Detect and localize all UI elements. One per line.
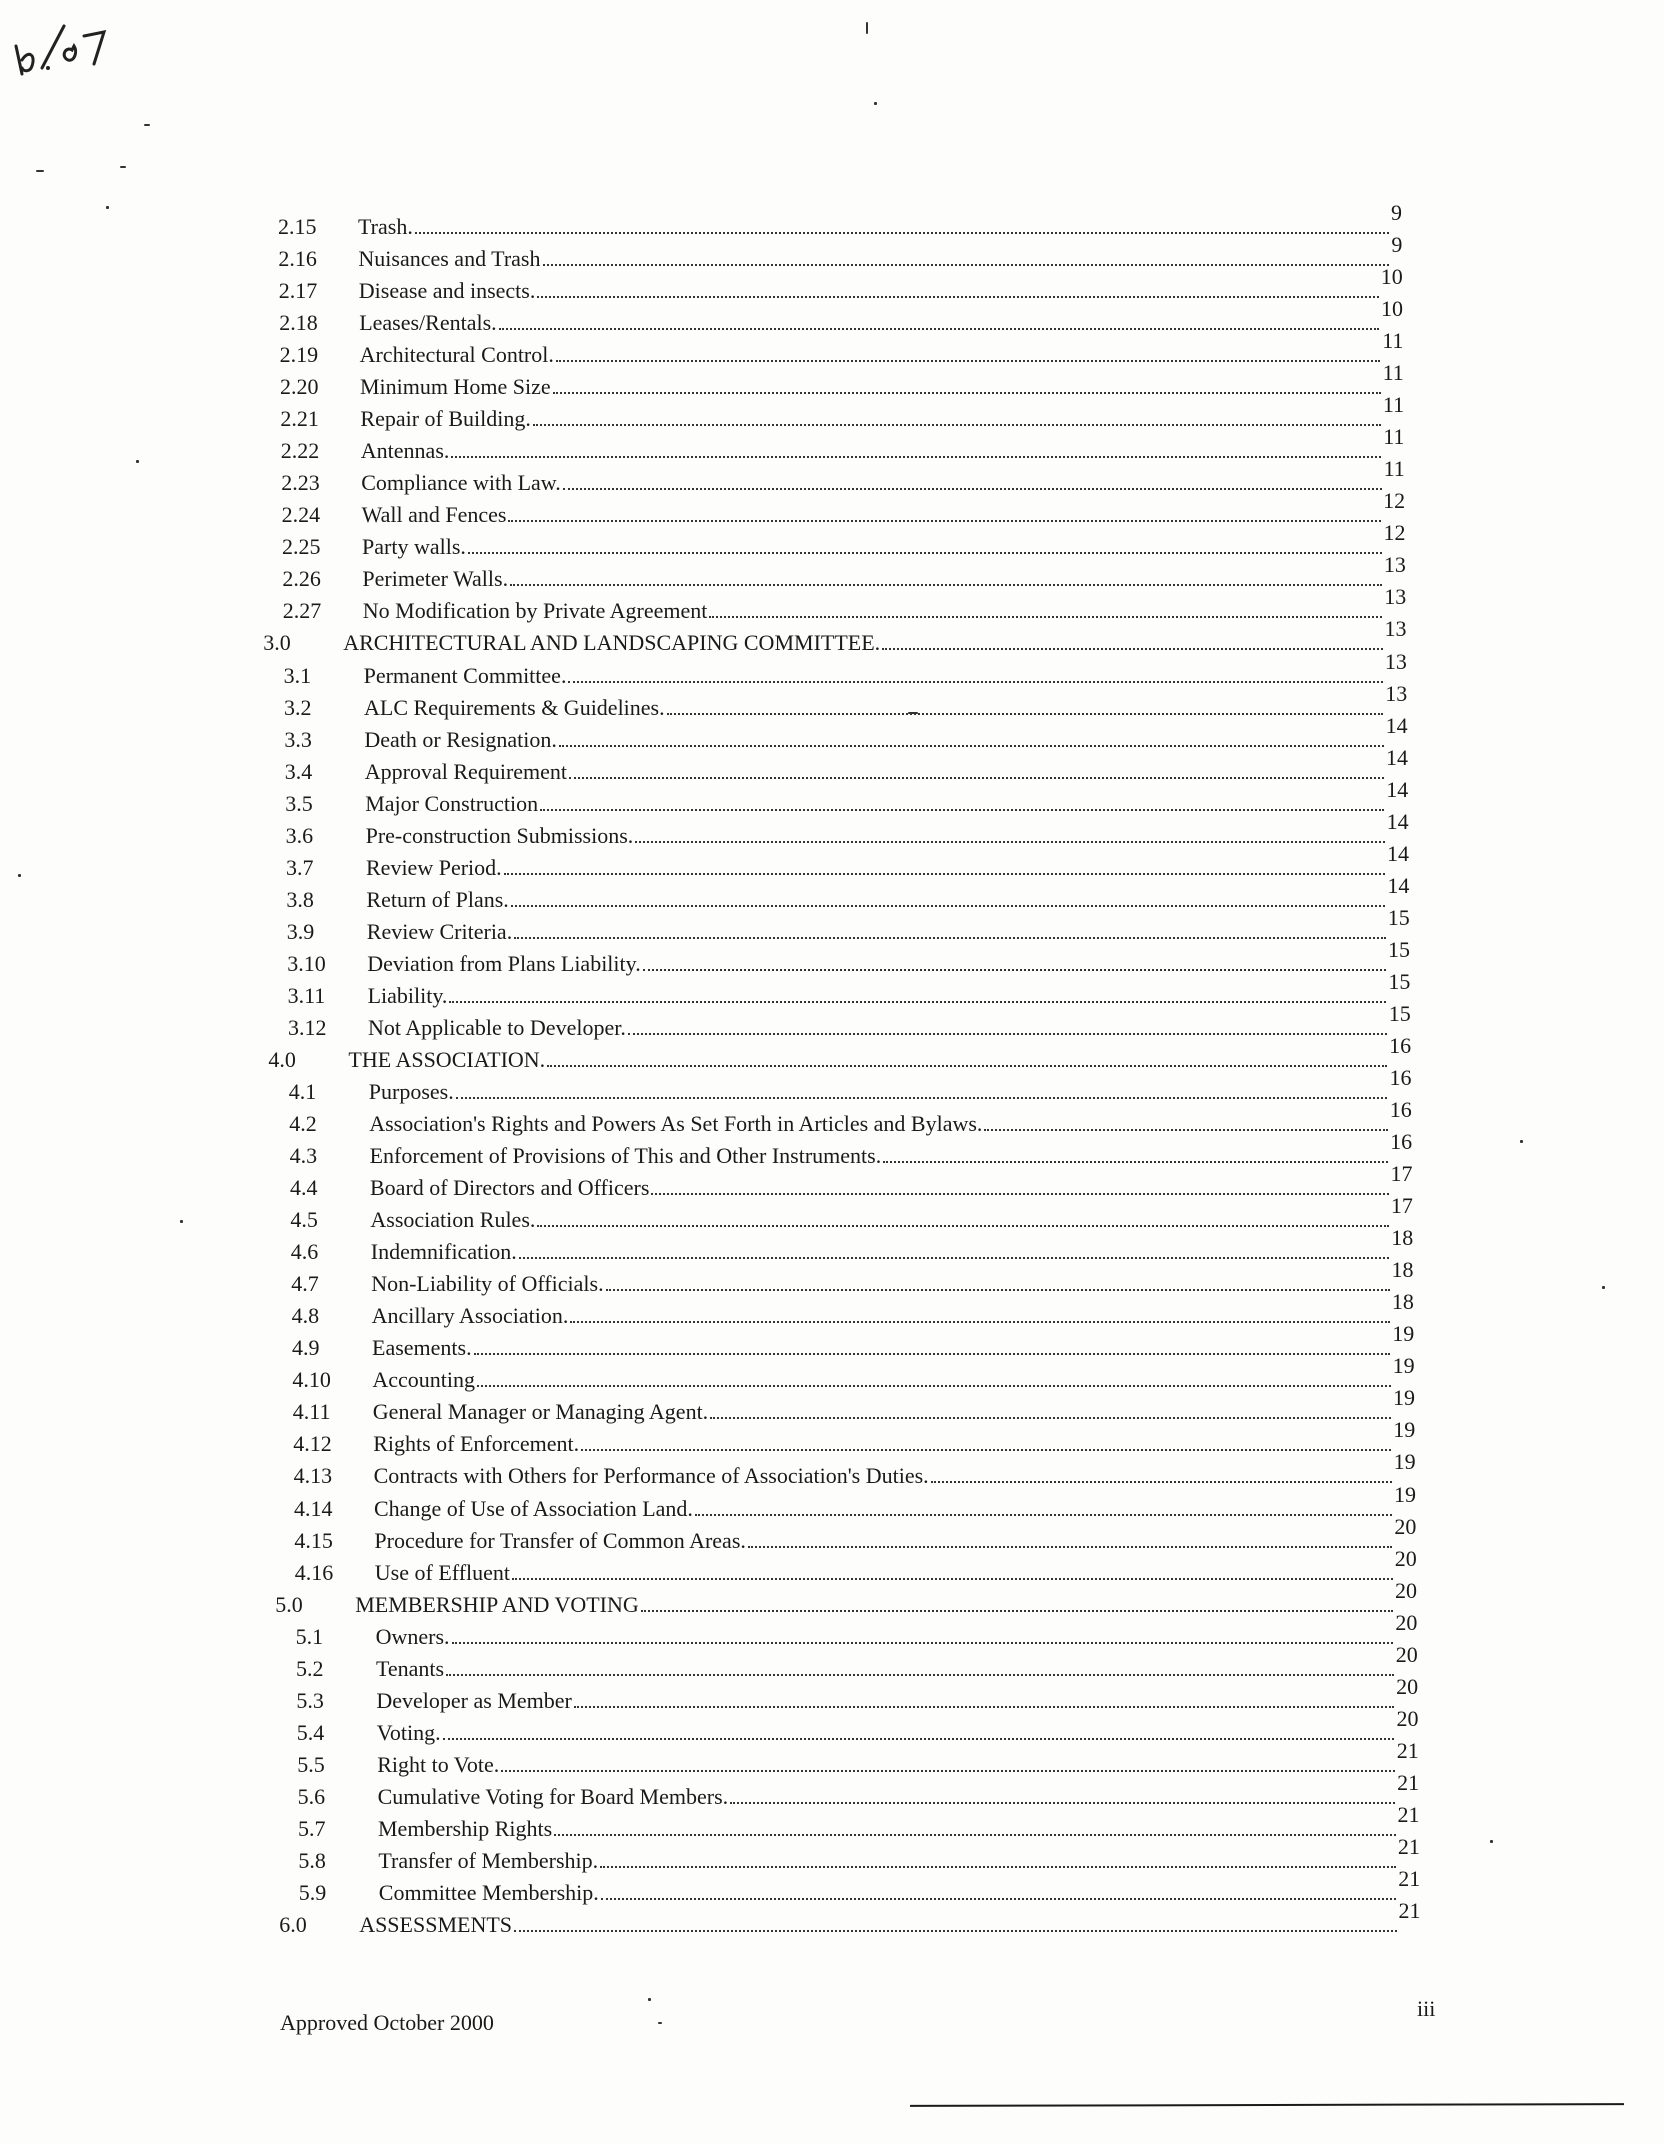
- page-number-roman: iii: [1417, 1996, 1436, 2021]
- toc-entry-page: 17: [1390, 1161, 1413, 1187]
- toc-dot-leader: [667, 713, 1384, 715]
- toc-entry-number: 3.1: [283, 662, 312, 688]
- toc-entry-number: 4.0: [268, 1046, 296, 1072]
- toc-entry-page: 9: [1391, 232, 1403, 258]
- toc-entry-number: 3.8: [286, 886, 314, 912]
- toc-entry-page: 19: [1394, 1481, 1416, 1507]
- toc-entry-page: 19: [1392, 1385, 1415, 1411]
- toc-dot-leader: [443, 1738, 1395, 1740]
- toc-dot-leader: [569, 777, 1384, 779]
- toc-dot-leader: [554, 1834, 1395, 1836]
- toc-dot-leader: [559, 745, 1384, 747]
- toc-entry-page: 11: [1382, 328, 1404, 354]
- toc-dot-leader: [510, 584, 1382, 586]
- toc-entry: [291, 1289, 1414, 1329]
- toc-entry: [288, 1065, 1412, 1105]
- toc-entry-number: 5.1: [295, 1623, 324, 1649]
- toc-entry-number: 5.0: [275, 1591, 303, 1617]
- toc-entry-page: 9: [1391, 200, 1402, 225]
- toc-entry-number: 4.2: [289, 1111, 317, 1137]
- toc-entry-title: Liability.: [367, 982, 448, 1008]
- toc-dot-leader: [501, 1770, 1395, 1772]
- toc-entry-title: Committee Membership.: [378, 1879, 599, 1905]
- toc-entry-title: ASSESSMENTS: [359, 1912, 513, 1937]
- toc-entry: [281, 488, 1406, 528]
- toc-dot-leader: [540, 809, 1384, 811]
- toc-entry-title: Easements.: [372, 1335, 472, 1361]
- toc-entry-number: 5.2: [296, 1655, 324, 1681]
- toc-section-heading: [279, 1898, 1421, 1937]
- toc-entry: [296, 1673, 1419, 1713]
- toc-entry-title: Nuisances and Trash: [358, 246, 541, 272]
- toc-dot-leader: [883, 1161, 1388, 1163]
- toc-entry-page: 20: [1396, 1705, 1419, 1731]
- toc-entry-number: 3.3: [284, 726, 312, 752]
- toc-entry: [293, 1417, 1416, 1457]
- toc-entry: [292, 1385, 1415, 1425]
- toc-dot-leader: [415, 232, 1389, 234]
- toc-entry-number: 4.1: [288, 1079, 317, 1105]
- toc-entry-title: Purposes.: [368, 1079, 454, 1105]
- toc-entry: [282, 520, 1406, 560]
- toc-entry-number: 2.15: [278, 214, 317, 239]
- toc-dot-leader: [514, 937, 1385, 939]
- toc-entry-page: 16: [1389, 1032, 1412, 1058]
- toc-entry-page: 15: [1388, 936, 1411, 962]
- toc-dot-leader: [477, 1385, 1391, 1387]
- toc-dot-leader: [499, 328, 1379, 330]
- toc-entry-page: 18: [1391, 1225, 1414, 1251]
- toc-entry-page: 11: [1383, 424, 1405, 450]
- toc-entry-page: 16: [1389, 1065, 1412, 1091]
- toc-entry-page: 16: [1389, 1097, 1412, 1123]
- toc-entry-number: 3.12: [288, 1014, 327, 1040]
- toc-entry-number: 4.9: [292, 1335, 320, 1361]
- toc-dot-leader: [468, 552, 1382, 554]
- toc-entry-page: 12: [1383, 488, 1406, 514]
- toc-entry-page: 12: [1383, 520, 1406, 546]
- toc-entry-number: 2.26: [282, 566, 321, 592]
- toc-entry-number: 4.6: [290, 1239, 319, 1265]
- toc-entry: [286, 872, 1410, 912]
- toc-entry: [294, 1513, 1417, 1553]
- toc-entry: [292, 1321, 1415, 1361]
- toc-entry-title: No Modification by Private Agreement: [362, 598, 708, 624]
- toc-entry-number: 2.18: [279, 310, 318, 336]
- toc-entry-number: 3.9: [286, 918, 315, 944]
- toc-entry-page: 14: [1386, 808, 1409, 834]
- toc-entry-title: Approval Requirement: [364, 758, 568, 784]
- toc-entry-page: 13: [1385, 680, 1408, 706]
- toc-dot-leader: [568, 681, 1382, 683]
- toc-entry-number: 4.13: [293, 1463, 333, 1489]
- toc-entry: [280, 392, 1405, 432]
- toc-entry: [280, 424, 1405, 464]
- toc-entry-title: ARCHITECTURAL AND LANDSCAPING COMMITTEE.: [343, 630, 881, 656]
- toc-entry-number: 2.17: [278, 278, 318, 304]
- toc-entry: [278, 232, 1403, 272]
- toc-dot-leader: [695, 1514, 1392, 1516]
- toc-dot-leader: [581, 1449, 1391, 1451]
- toc-dot-leader: [449, 1001, 1386, 1003]
- toc-dot-leader: [563, 488, 1382, 490]
- toc-entry-title: Perimeter Walls.: [362, 566, 509, 592]
- toc-entry-title: Non-Liability of Officials.: [371, 1271, 604, 1297]
- toc-dot-leader: [519, 1257, 1389, 1259]
- toc-dot-leader: [574, 1706, 1394, 1708]
- toc-entry: [292, 1353, 1415, 1393]
- toc-dot-leader: [628, 1033, 1387, 1035]
- toc-entry: [280, 360, 1404, 400]
- toc-entry-number: 2.27: [282, 598, 322, 624]
- toc-entry-number: 5.7: [298, 1815, 326, 1841]
- toc-entry-page: 10: [1381, 296, 1404, 322]
- toc-dot-leader: [446, 1674, 1394, 1676]
- toc-entry-title: Party walls.: [362, 534, 466, 560]
- toc-entry-title: Deviation from Plans Liability.: [367, 950, 641, 976]
- toc-entry-number: 5.8: [298, 1847, 326, 1873]
- toc-entry-title: Procedure for Transfer of Common Areas.: [374, 1527, 746, 1553]
- toc-section-heading: [275, 1577, 1418, 1617]
- toc-dot-leader: [543, 264, 1390, 266]
- toc-entry-title: General Manager or Managing Agent.: [372, 1399, 709, 1425]
- toc-entry-title: Membership Rights: [378, 1815, 553, 1841]
- toc-entry-title: Antennas.: [360, 438, 450, 464]
- toc-entry-page: 13: [1384, 616, 1407, 642]
- toc-entry-number: 2.20: [280, 374, 319, 400]
- toc-entry-number: 3.5: [285, 790, 313, 816]
- toc-entry-page: 14: [1387, 840, 1409, 866]
- toc-entry-page: 16: [1390, 1129, 1413, 1155]
- toc-dot-leader: [641, 1610, 1393, 1612]
- toc-dot-leader: [635, 841, 1384, 843]
- toc-entry: [290, 1193, 1413, 1233]
- toc-entry: [294, 1481, 1416, 1521]
- toc-entry: [281, 456, 1405, 496]
- toc-entry: [290, 1225, 1414, 1265]
- toc-entry-page: 20: [1396, 1673, 1419, 1699]
- toc-entry-title: Disease and insects.: [358, 278, 536, 304]
- toc-entry-title: Compliance with Law.: [361, 470, 561, 496]
- toc-entry-number: 5.6: [297, 1783, 326, 1809]
- toc-entry-page: 21: [1397, 1801, 1420, 1827]
- toc-entry: [278, 264, 1403, 304]
- toc-entry-number: 2.23: [281, 470, 320, 496]
- toc-entry-title: Major Construction: [365, 790, 539, 816]
- toc-entry: [290, 1161, 1413, 1201]
- toc-dot-leader: [537, 1225, 1388, 1227]
- toc-entry-title: Right to Vote.: [377, 1751, 500, 1777]
- toc-dot-leader: [606, 1289, 1390, 1291]
- toc-entry-page: 15: [1387, 904, 1410, 930]
- toc-dot-leader: [601, 1898, 1396, 1900]
- toc-entry-title: Pre-construction Submissions.: [365, 822, 634, 848]
- toc-dot-leader: [556, 360, 1380, 362]
- toc-entry-page: 17: [1390, 1193, 1413, 1219]
- toc-dot-leader: [643, 969, 1386, 971]
- toc-entry-number: 3.4: [284, 758, 313, 784]
- toc-dot-leader: [537, 296, 1378, 298]
- toc-entry-title: Transfer of Membership.: [378, 1847, 599, 1873]
- toc-dot-leader: [514, 1930, 1397, 1932]
- toc-dot-leader: [511, 905, 1386, 907]
- toc-entry: [298, 1833, 1420, 1873]
- toc-dot-leader: [451, 456, 1381, 458]
- toc-dot-leader: [984, 1129, 1387, 1131]
- toc-entry-number: 2.25: [282, 534, 321, 560]
- toc-entry-title: ALC Requirements & Guidelines.: [364, 694, 665, 720]
- toc-entry: [284, 744, 1408, 784]
- toc-entry-title: Contracts with Others for Performance of Association's Duties.: [373, 1463, 929, 1489]
- toc-entry-title: Association's Rights and Powers As Set Forth in Articles and Bylaws.: [369, 1111, 983, 1137]
- toc-entry-number: 5.3: [296, 1687, 324, 1713]
- toc-dot-leader: [474, 1353, 1391, 1355]
- toc-dot-leader: [651, 1193, 1388, 1195]
- toc-entry: [297, 1769, 1420, 1809]
- toc-entry: [285, 776, 1409, 816]
- toc-entry: [296, 1641, 1418, 1681]
- toc-entry-page: 19: [1393, 1449, 1416, 1475]
- toc-entry: [289, 1129, 1413, 1169]
- toc-entry-title: Review Period.: [366, 854, 502, 880]
- toc-entry-number: 4.8: [291, 1303, 320, 1329]
- toc-entry-page: 11: [1382, 392, 1405, 418]
- toc-entry-page: 13: [1384, 584, 1407, 610]
- toc-dot-leader: [709, 616, 1382, 618]
- toc-entry: [296, 1705, 1419, 1745]
- toc-entry-number: 4.7: [291, 1271, 319, 1297]
- toc-entry-page: 14: [1387, 872, 1410, 898]
- toc-entry-title: Tenants: [376, 1655, 445, 1681]
- toc-dot-leader: [456, 1097, 1388, 1099]
- toc-dot-leader: [512, 1578, 1393, 1580]
- toc-entry-title: Voting.: [376, 1719, 441, 1745]
- toc-entry-page: 13: [1384, 648, 1407, 674]
- toc-entry-page: 20: [1394, 1545, 1417, 1571]
- toc-entry: [295, 1609, 1418, 1649]
- toc-entry: [291, 1257, 1414, 1297]
- toc-entry-page: 21: [1398, 1865, 1421, 1891]
- toc-entry-number: 3.11: [287, 982, 326, 1008]
- toc-dot-leader: [748, 1546, 1392, 1548]
- toc-entry: [285, 808, 1409, 848]
- toc-entry: [288, 1000, 1411, 1040]
- toc-entry-number: 4.12: [293, 1431, 332, 1457]
- toc-dot-leader: [553, 392, 1381, 394]
- toc-entry-page: 19: [1392, 1353, 1415, 1379]
- toc-entry-page: 10: [1380, 264, 1403, 290]
- toc-entry-number: 6.0: [279, 1912, 307, 1937]
- toc-entry-title: Owners.: [375, 1623, 450, 1649]
- toc-entry-number: 3.0: [263, 630, 291, 656]
- toc-entry-title: Use of Effluent: [374, 1559, 511, 1585]
- toc-entry-page: 21: [1397, 1769, 1420, 1795]
- toc-entry: [279, 296, 1404, 336]
- toc-dot-leader: [730, 1802, 1395, 1804]
- toc-dot-leader: [504, 873, 1385, 875]
- toc-entry: [298, 1865, 1421, 1905]
- toc-dot-leader: [547, 1065, 1387, 1067]
- toc-entry: [297, 1737, 1419, 1777]
- toc-entry-number: 4.14: [294, 1495, 333, 1521]
- toc-dot-leader: [533, 424, 1381, 426]
- toc-entry-title: THE ASSOCIATION.: [348, 1046, 546, 1072]
- toc-entry-title: Developer as Member: [376, 1687, 572, 1713]
- toc-entry-number: 4.15: [294, 1527, 333, 1553]
- toc-entry-title: Repair of Building.: [360, 406, 531, 432]
- toc-entry-title: Indemnification.: [370, 1239, 517, 1265]
- toc-entry-title: Review Criteria.: [366, 918, 513, 944]
- toc-entry-page: 20: [1395, 1609, 1418, 1635]
- toc-entry-title: Ancillary Association.: [371, 1303, 569, 1329]
- toc-entry-title: Leases/Rentals.: [359, 310, 497, 336]
- toc-section-heading: [268, 1032, 1412, 1072]
- toc-entry-number: 4.11: [292, 1399, 331, 1425]
- toc-entry-number: 5.5: [297, 1751, 325, 1777]
- toc-entry-page: 11: [1382, 360, 1404, 386]
- toc-entry-page: 14: [1385, 712, 1408, 738]
- toc-entry: [286, 840, 1409, 880]
- toc-dot-leader: [931, 1481, 1392, 1483]
- toc-entry-title: Return of Plans.: [366, 886, 509, 912]
- toc-entry-title: Minimum Home Size: [360, 374, 551, 400]
- toc-entry-number: 2.24: [281, 502, 321, 528]
- toc-entry: [279, 328, 1404, 368]
- toc-entry-number: 2.16: [278, 246, 317, 272]
- toc-entry-number: 3.7: [286, 854, 314, 880]
- toc-entry-title: MEMBERSHIP AND VOTING: [355, 1591, 639, 1617]
- footer-approval-note: Approved October 2000: [280, 2010, 494, 2035]
- toc-entry-title: Trash.: [358, 214, 413, 239]
- toc-entry-title: Association Rules.: [370, 1207, 536, 1233]
- toc-dot-leader: [452, 1642, 1394, 1644]
- toc-entry: [284, 680, 1408, 720]
- toc-entry: [293, 1449, 1416, 1489]
- toc-dot-leader: [508, 520, 1381, 522]
- toc-entry-title: Architectural Control.: [359, 342, 554, 368]
- toc-dot-leader: [570, 1321, 1390, 1323]
- toc-entry: [287, 936, 1411, 976]
- toc-entry-page: 18: [1391, 1289, 1414, 1315]
- toc-entry-number: 4.4: [290, 1175, 318, 1201]
- toc-entry-title: Rights of Enforcement.: [373, 1431, 580, 1457]
- toc-entry: [282, 552, 1406, 592]
- toc-entry-page: 13: [1383, 552, 1406, 578]
- toc-dot-leader: [600, 1866, 1396, 1868]
- toc-entry: [287, 968, 1411, 1008]
- toc-entry-number: 3.10: [287, 950, 326, 976]
- toc-entry-number: 2.19: [279, 342, 319, 368]
- toc-entry-page: 20: [1394, 1513, 1417, 1539]
- toc-entry-title: Accounting: [372, 1367, 476, 1393]
- toc-entry: [284, 712, 1408, 752]
- toc-entry-number: 5.9: [298, 1879, 327, 1905]
- toc-entry-page: 19: [1392, 1321, 1415, 1347]
- toc-entry-page: 18: [1391, 1257, 1414, 1283]
- toc-entry-title: Death or Resignation.: [364, 726, 557, 752]
- toc-entry-page: 11: [1383, 456, 1405, 482]
- toc-dot-leader: [882, 648, 1382, 650]
- toc-entry-page: 21: [1396, 1737, 1419, 1763]
- toc-entry: [283, 648, 1407, 688]
- toc-entry: [294, 1545, 1417, 1585]
- toc-entry-number: 4.16: [294, 1559, 334, 1585]
- toc-entry-number: 4.5: [290, 1207, 318, 1233]
- toc-entry-number: 2.22: [280, 438, 320, 464]
- toc-entry: [289, 1097, 1412, 1137]
- toc-dot-leader: [710, 1417, 1391, 1419]
- toc-entry-page: 20: [1395, 1641, 1418, 1667]
- toc-entry-title: Not Applicable to Developer.: [368, 1014, 626, 1040]
- toc-entry-page: 14: [1386, 776, 1409, 802]
- toc-entry-number: 2.21: [280, 406, 319, 432]
- toc-entry: [278, 200, 1402, 239]
- toc-entry-page: 15: [1388, 1000, 1411, 1026]
- toc-entry-number: 3.6: [285, 822, 314, 848]
- toc-entry-page: 14: [1385, 744, 1408, 770]
- toc-entry-page: 21: [1397, 1833, 1420, 1859]
- toc-entry: [286, 904, 1410, 944]
- toc-entry-number: 5.4: [296, 1719, 325, 1745]
- toc-entry: [298, 1801, 1420, 1841]
- toc-entry: [282, 584, 1407, 624]
- toc-entry-title: Cumulative Voting for Board Members.: [377, 1783, 729, 1809]
- toc-entry-page: 20: [1395, 1577, 1418, 1603]
- toc-entry-number: 4.3: [289, 1143, 318, 1169]
- toc-entry-page: 21: [1398, 1898, 1421, 1923]
- toc-section-heading: [263, 616, 1407, 656]
- toc-entry-title: Change of Use of Association Land.: [374, 1495, 693, 1521]
- toc-entry-title: Wall and Fences: [361, 502, 507, 528]
- toc-entry-page: 15: [1388, 968, 1411, 994]
- toc-entry-title: Enforcement of Provisions of This and Other Instruments.: [369, 1143, 882, 1169]
- toc-entry-title: Permanent Committee.: [363, 662, 567, 688]
- toc-entry-number: 4.10: [292, 1367, 331, 1393]
- toc-entry-title: Board of Directors and Officers: [370, 1175, 650, 1201]
- toc-entry-number: 3.2: [284, 694, 312, 720]
- toc-entry-page: 19: [1393, 1417, 1416, 1443]
